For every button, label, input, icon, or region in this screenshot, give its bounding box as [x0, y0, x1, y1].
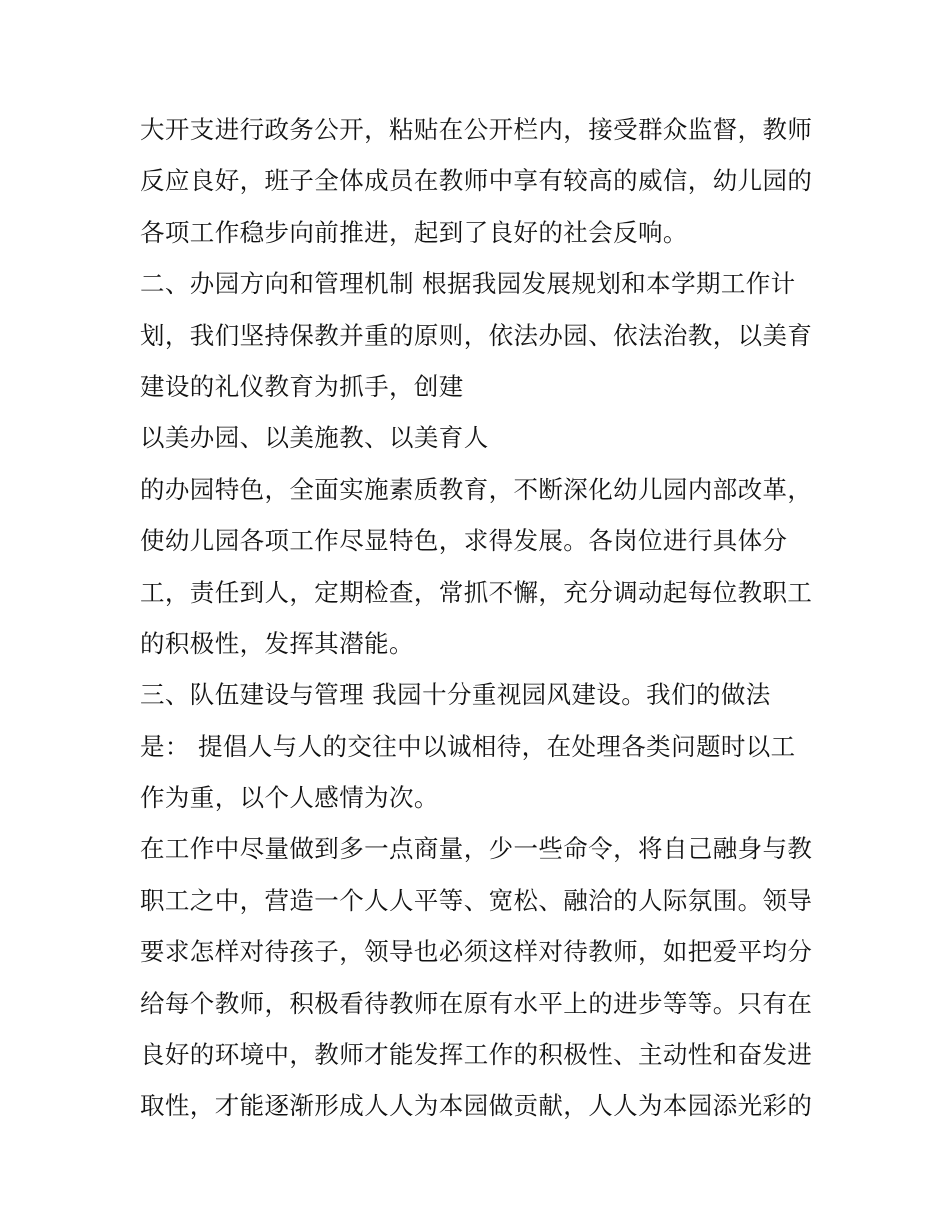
text-line: 给每个教师，积极看待教师在原有水平上的进步等等。只有在	[140, 988, 813, 1018]
text-line: 以美办园、以美施教、以美育人	[140, 423, 489, 453]
text-line: 取性，才能逐渐形成人人为本园做贡献，人人为本园添光彩的	[140, 1091, 813, 1121]
text-line: 反应良好，班子全体成员在教师中享有较高的威信，幼儿园的	[140, 166, 813, 196]
text-line: 良好的环境中，教师才能发挥工作的积极性、主动性和奋发进	[140, 1040, 813, 1070]
text-line: 大开支进行政务公开，粘贴在公开栏内，接受群众监督，教师	[140, 115, 813, 144]
text-line: 要求怎样对待孩子，领导也必须这样对待教师，如把爱平均分	[140, 937, 813, 967]
text-line: 的办园特色，全面实施素质教育，不断深化幼儿园内部改革，	[140, 474, 813, 504]
text-line: 工，责任到人，定期检查，常抓不懈，充分调动起每位教职工	[140, 577, 813, 607]
text-line: 建设的礼仪教育为抓手，创建	[140, 371, 464, 401]
text-line: 划，我们坚持保教并重的原则，依法办园、依法治教，以美育	[140, 320, 813, 350]
text-line: 职工之中，营造一个人人平等、宽松、融洽的人际氛围。领导	[140, 885, 813, 915]
text-line: 作为重，以个人感情为次。	[140, 783, 439, 813]
section-heading-line: 二、办园方向和管理机制 根据我园发展规划和本学期工作计	[140, 269, 796, 299]
text-line: 是： 提倡人与人的交往中以诚相待，在处理各类问题时以工	[140, 731, 796, 761]
text-line: 在工作中尽量做到多一点商量，少一些命令，将自己融身与教	[140, 834, 813, 864]
section-heading-line: 三、队伍建设与管理 我园十分重视园风建设。我们的做法	[140, 680, 771, 710]
text-line: 各项工作稳步向前推进，起到了良好的社会反响。	[140, 217, 688, 247]
text-line: 使幼儿园各项工作尽显特色，求得发展。各岗位进行具体分	[140, 526, 788, 556]
text-line: 的积极性，发挥其潜能。	[140, 628, 414, 658]
document-body	[140, 104, 820, 1132]
